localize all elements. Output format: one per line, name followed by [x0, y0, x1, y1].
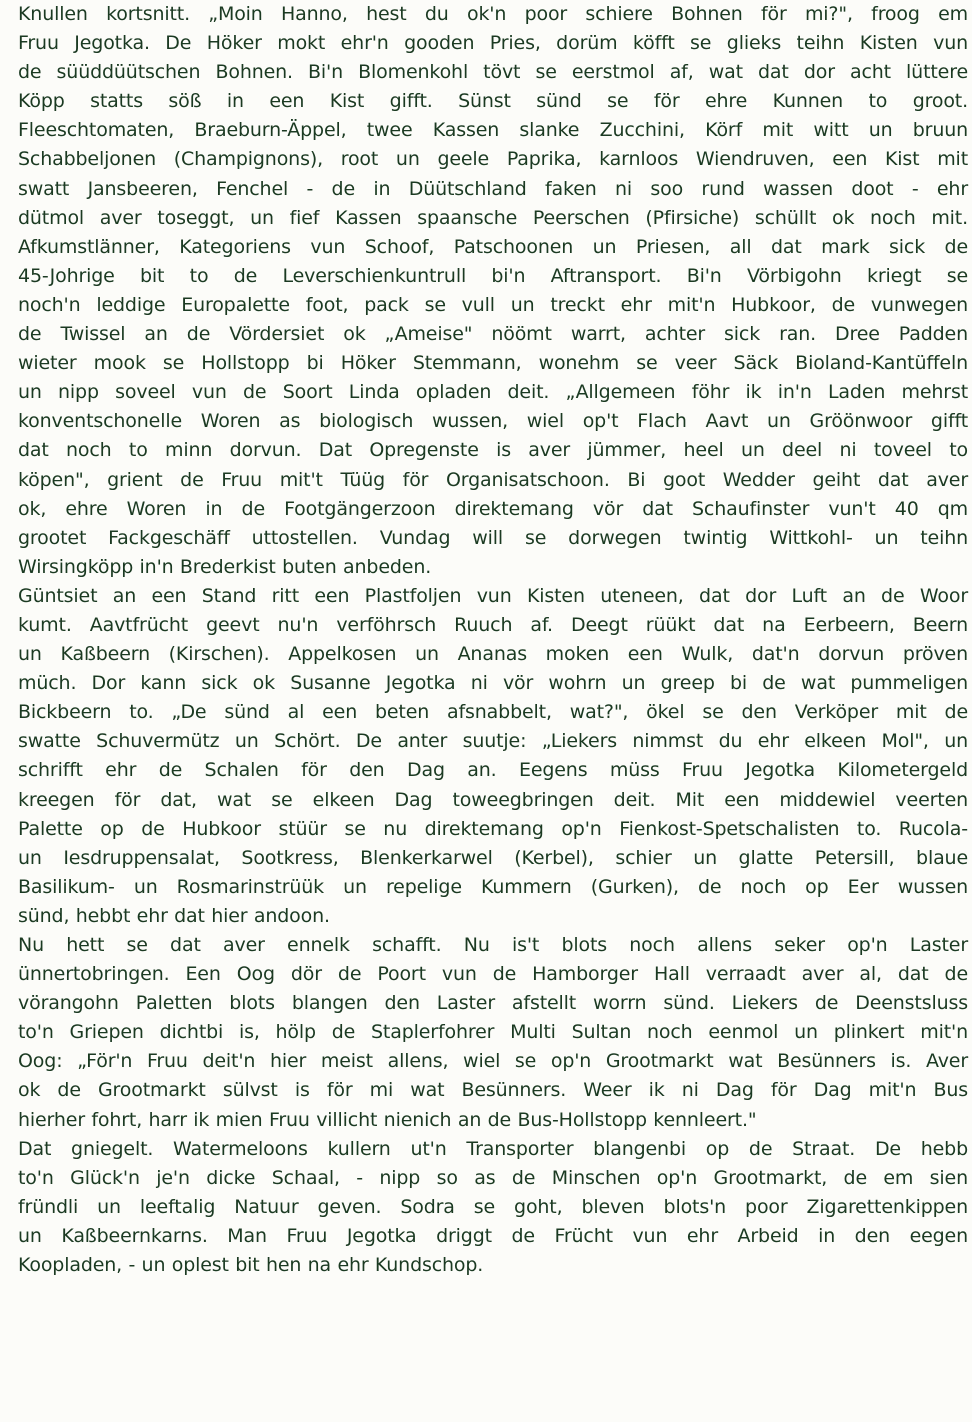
text-line: vörangohn Paletten blots blangen den Laster afstellt worrn sünd. Liekers de Deenstsluss: [18, 992, 968, 1015]
text-line: 45-Johrige bit to de Leverschienkuntrull bi'n Aftransport. Bi'n Vörbigohn kriegt se: [18, 264, 968, 287]
text-line: de Twissel an de Vördersiet ok „Ameise" nöömt warrt, achter sick ran. Dree Padden: [18, 323, 968, 346]
text-line: konventschonelle Woren as biologisch wussen, wiel op't Flach Aavt un Gröönwoor gifft: [18, 410, 968, 433]
text-line: schrifft ehr de Schalen för den Dag an. Eegens müss Fruu Jegotka Kilometergeld: [18, 759, 968, 782]
document-text: [18, 0, 968, 1280]
text-line: dat noch to minn dorvun. Dat Opregenste is aver jümmer, heel un deel ni toveel to: [18, 439, 968, 462]
text-line: müch. Dor kann sick ok Susanne Jegotka ni vör wohrn un greep bi de wat pummeligen: [18, 672, 968, 695]
text-line: ok de Grootmarkt sülvst is för mi wat Besünners. Weer ik ni Dag för Dag mit'n Bus: [18, 1079, 968, 1102]
text-line: noch'n leddige Europalette foot, pack se vull un treckt ehr mit'n Hubkoor, de vunwegen: [18, 293, 968, 316]
text-line: Fleeschtomaten, Braeburn-Äppel, twee Kassen slanke Zucchini, Körf mit witt un bruun: [18, 119, 968, 142]
text-line: Dat gniegelt. Watermeloons kullern ut'n Transporter blangenbi op de Straat. De hebb: [18, 1137, 968, 1160]
paragraph-3: [18, 931, 968, 1135]
text-line: un Iesdruppensalat, Sootkress, Blenkerkarwel (Kerbel), schier un glatte Petersill, blaue: [18, 846, 968, 869]
text-line: dütmol aver toseggt, un fief Kassen spaansche Peerschen (Pfirsiche) schüllt ok noch mit.: [18, 206, 968, 229]
text-line: kumt. Aavtfrücht geevt nu'n verföhrsch Ruuch af. Deegt rüükt dat na Eerbeern, Beern: [18, 613, 968, 636]
text-line: Nu hett se dat aver ennelk schafft. Nu is't blots noch allens seker op'n Laster: [18, 934, 968, 956]
text-line: swatt Jansbeeren, Fenchel - de in Düütschland faken ni soo rund wassen doot - ehr: [18, 177, 968, 200]
text-line: swatte Schuvermütz un Schört. De anter suutje: „Liekers nimmst du ehr elkeen Mol", un: [18, 730, 968, 753]
text-line: Fruu Jegotka. De Höker mokt ehr'n gooden Pries, dorüm köfft se glieks teihn Kisten vun: [18, 32, 968, 55]
text-line: Oog: „För'n Fruu deit'n hier meist allens, wiel se op'n Grootmarkt wat Besünners is. Aver: [18, 1050, 968, 1073]
text-line: köpen", grient de Fruu mit't Tüüg för Organisatschoon. Bi goot Wedder geiht dat aver: [18, 468, 968, 491]
text-line: ok, ehre Woren in de Footgängerzoon direktemang vör dat Schaufinster vun't 40 qm: [18, 497, 968, 520]
text-line: Palette op de Hubkoor stüür se nu direktemang op'n Fienkost-Spetschalisten to. Rucola-: [18, 817, 968, 840]
text-line: to'n Glück'n je'n dicke Schaal, - nipp so as de Minschen op'n Grootmarkt, de em sien: [18, 1166, 968, 1189]
text-line: hierher fohrt, harr ik mien Fruu villicht nienich an de Bus-Hollstopp kennleert.": [18, 1108, 757, 1131]
text-line: Bickbeern to. „De sünd al een beten afsnabbelt, wat?", ökel se den Verköper mit de: [18, 701, 968, 724]
text-line: de süüddüütschen Bohnen. Bi'n Blomenkohl tövt se eerstmol af, wat dat dor acht lüttere: [18, 61, 968, 84]
text-line: ünnertobringen. Een Oog dör de Poort vun de Hamborger Hall verraadt aver al, dat de: [18, 963, 968, 986]
text-line: grootet Fackgeschäff uttostellen. Vundag will se dorwegen twintig Wittkohl- un teihn: [18, 526, 968, 549]
paragraph-2: [18, 582, 968, 931]
text-line: kreegen för dat, wat se elkeen Dag toweegbringen deit. Mit een middewiel veerten: [18, 788, 968, 811]
text-line: Schabbeljonen (Champignons), root un geele Paprika, karnloos Wiendruven, een Kist mit: [18, 148, 968, 171]
paragraph-4: [18, 1135, 968, 1280]
text-line: Afkumstlänner, Kategoriens vun Schoof, Patschoonen un Priesen, all dat mark sick de: [18, 235, 968, 258]
text-line: Knullen kortsnitt. „Moin Hanno, hest du ok'n poor schiere Bohnen för mi?", froog em: [18, 3, 968, 25]
text-line: Güntsiet an een Stand ritt een Plastfoljen vun Kisten uteneen, dat dor Luft an de Woor: [18, 584, 968, 607]
text-line: un Kaßbeern (Kirschen). Appelkosen un Ananas moken een Wulk, dat'n dorvun pröven: [18, 643, 968, 666]
text-line: un nipp soveel vun de Soort Linda opladen deit. „Allgemeen föhr ik in'n Laden mehrst: [18, 381, 968, 404]
text-line: Köpp statts söß in een Kist gifft. Sünst sünd se för ehre Kunnen to groot.: [18, 90, 968, 113]
text-line: un Kaßbeernkarns. Man Fruu Jegotka driggt de Frücht vun ehr Arbeid in den eegen: [18, 1224, 968, 1247]
text-line: Basilikum- un Rosmarinstrüük un repelige Kummern (Gurken), de noch op Eer wussen: [18, 875, 968, 898]
text-line: Wirsingköpp in'n Brederkist buten anbeden.: [18, 555, 432, 578]
text-line: sünd, hebbt ehr dat hier andoon.: [18, 904, 330, 927]
text-line: to'n Griepen dichtbi is, hölp de Staplerfohrer Multi Sultan noch eenmol un plinkert mit'n: [18, 1021, 968, 1044]
paragraph-1: [18, 0, 968, 582]
text-line: fründli un leeftalig Natuur geven. Sodra se goht, bleven blots'n poor Zigarettenkippen: [18, 1195, 968, 1218]
text-line: Koopladen, - un oplest bit hen na ehr Kundschop.: [18, 1254, 484, 1277]
text-line: wieter mook se Hollstopp bi Höker Stemmann, wonehm se veer Säck Bioland-Kantüffeln: [18, 352, 968, 375]
